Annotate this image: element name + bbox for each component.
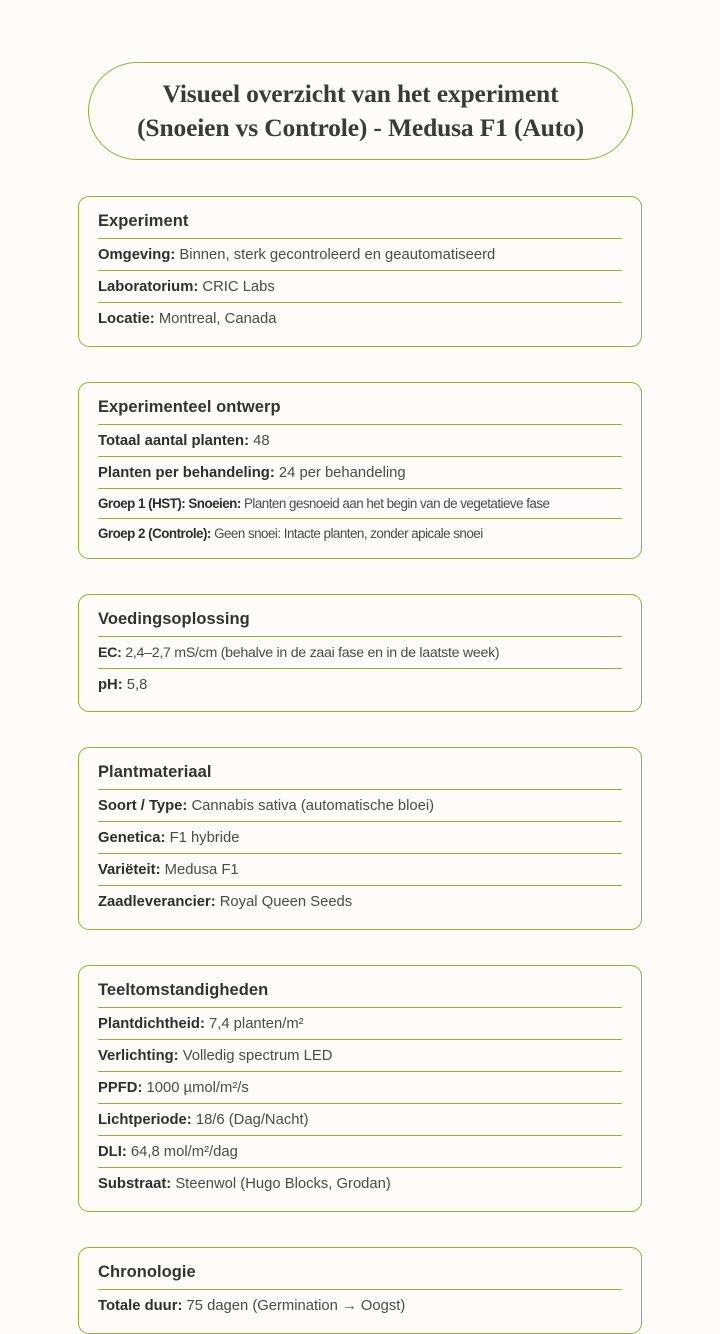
card-heading: Teeltomstandigheden bbox=[98, 977, 622, 1008]
page-title-line-2: (Snoeien vs Controle) - Medusa F1 (Auto) bbox=[137, 113, 584, 142]
page-title-line-1: Visueel overzicht van het experiment bbox=[162, 79, 559, 109]
row-value: Royal Queen Seeds bbox=[219, 893, 353, 910]
table-row bbox=[98, 1104, 622, 1136]
row-value: Medusa F1 bbox=[164, 861, 239, 878]
page-title-pill bbox=[88, 62, 633, 160]
table-row bbox=[98, 1168, 622, 1199]
card-plantmateriaal bbox=[78, 747, 642, 930]
row-label: Lichtperiode: bbox=[98, 1111, 192, 1128]
row-label: DLI: bbox=[98, 1143, 127, 1160]
row-value: 64,8 mol/m²/dag bbox=[130, 1143, 238, 1160]
card-experimenteel-ontwerp bbox=[78, 382, 642, 559]
row-value: F1 hybride bbox=[169, 829, 240, 846]
table-row bbox=[98, 790, 622, 822]
card-heading: Experimenteel ontwerp bbox=[98, 394, 622, 425]
row-value: Cannabis sativa (automatische bloei) bbox=[191, 797, 435, 814]
row-label: pH: bbox=[98, 676, 123, 693]
row-value: Steenwol (Hugo Blocks, Grodan) bbox=[175, 1175, 391, 1192]
row-value: 75 dagen (Germination → Oogst) bbox=[186, 1297, 406, 1314]
row-label: Groep 2 (Controle): bbox=[98, 526, 211, 541]
card-heading: Experiment bbox=[98, 208, 622, 239]
row-label: Soort / Type: bbox=[98, 797, 188, 814]
table-row bbox=[98, 886, 622, 917]
card-teeltomstandigheden bbox=[78, 965, 642, 1212]
card-voedingsoplossing bbox=[78, 594, 642, 712]
table-row bbox=[98, 303, 622, 334]
card-heading: Chronologie bbox=[98, 1259, 622, 1290]
row-value: 24 per behandeling bbox=[278, 464, 406, 481]
row-value: CRIC Labs bbox=[202, 278, 275, 295]
row-value: Geen snoei: Intacte planten, zonder apicale snoei bbox=[214, 526, 483, 541]
row-label: Totaal aantal planten: bbox=[98, 432, 250, 449]
row-label: Variëteit: bbox=[98, 861, 161, 878]
card-list bbox=[78, 196, 642, 1334]
row-label: Verlichting: bbox=[98, 1047, 179, 1064]
row-value: Binnen, sterk gecontroleerd en geautomatiseerd bbox=[179, 246, 496, 263]
row-value: 5,8 bbox=[126, 676, 148, 693]
row-label: Locatie: bbox=[98, 310, 155, 327]
row-label: Groep 1 (HST): Snoeien: bbox=[98, 496, 241, 511]
card-experiment bbox=[78, 196, 642, 347]
card-heading: Voedingsoplossing bbox=[98, 606, 622, 637]
table-row bbox=[98, 489, 622, 519]
row-label: PPFD: bbox=[98, 1079, 143, 1096]
row-label: Totale duur: bbox=[98, 1297, 183, 1314]
card-heading: Plantmateriaal bbox=[98, 759, 622, 790]
table-row bbox=[98, 457, 622, 489]
table-row bbox=[98, 271, 622, 303]
table-row bbox=[98, 1040, 622, 1072]
table-row bbox=[98, 1072, 622, 1104]
row-value: Montreal, Canada bbox=[158, 310, 277, 327]
row-label: Substraat: bbox=[98, 1175, 172, 1192]
row-label: EC: bbox=[98, 644, 122, 661]
row-value: 7,4 planten/m² bbox=[209, 1015, 304, 1032]
table-row bbox=[98, 854, 622, 886]
row-label: Laboratorium: bbox=[98, 278, 199, 295]
table-row bbox=[98, 1008, 622, 1040]
row-value: 2,4–2,7 mS/cm (behalve in de zaai fase en in de laatste week) bbox=[125, 644, 500, 661]
row-value: 1000 µmol/m²/s bbox=[146, 1079, 249, 1096]
row-value: Volledig spectrum LED bbox=[182, 1047, 333, 1064]
table-row bbox=[98, 1290, 622, 1321]
table-row bbox=[98, 637, 622, 669]
row-label: Genetica: bbox=[98, 829, 166, 846]
card-chronologie bbox=[78, 1247, 642, 1334]
row-label: Planten per behandeling: bbox=[98, 464, 275, 481]
row-label: Zaadleverancier: bbox=[98, 893, 216, 910]
row-label: Omgeving: bbox=[98, 246, 176, 263]
row-value: Planten gesnoeid aan het begin van de vegetatieve fase bbox=[244, 496, 550, 511]
table-row bbox=[98, 669, 622, 700]
table-row bbox=[98, 239, 622, 271]
page-title bbox=[137, 77, 584, 145]
table-row bbox=[98, 519, 622, 548]
table-row bbox=[98, 822, 622, 854]
table-row bbox=[98, 1136, 622, 1168]
row-label: Plantdichtheid: bbox=[98, 1015, 205, 1032]
row-value: 18/6 (Dag/Nacht) bbox=[195, 1111, 309, 1128]
table-row bbox=[98, 425, 622, 457]
row-value: 48 bbox=[253, 432, 270, 449]
